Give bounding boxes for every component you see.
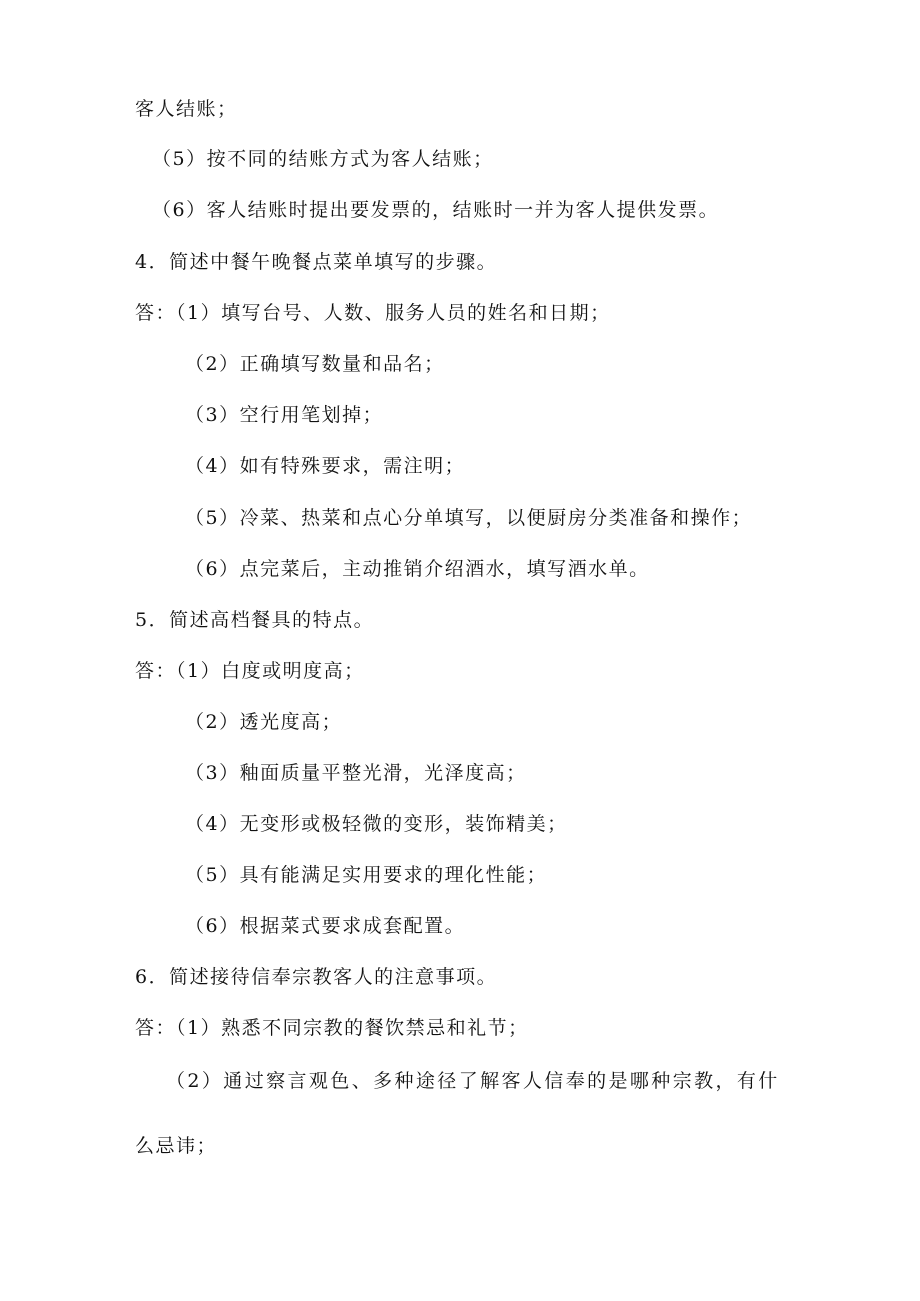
answer-4-item-2: （2）正确填写数量和品名； (185, 353, 445, 375)
answer-4-item-4: （4）如有特殊要求，需注明； (185, 455, 466, 477)
answer-4-item-5: （5）冷菜、热菜和点心分单填写，以便厨房分类准备和操作； (185, 507, 753, 529)
answer-6-item-2-line-1: （2）通过察言观色、多种途径了解客人信奉的是哪种宗教，有什 (166, 1070, 780, 1092)
question-6: 6．简述接待信奉宗教客人的注意事项。 (135, 966, 498, 988)
answer-5-item-1: 答：（1）白度或明度高； (135, 660, 365, 682)
text-line-checkout-step-5: （5）按不同的结账方式为客人结账； (152, 148, 494, 170)
answer-6-item-2-line-2: 么忌讳； (135, 1135, 218, 1157)
answer-4-item-3: （3）空行用笔划掉； (185, 404, 384, 426)
answer-4-item-1: 答：（1）填写台号、人数、服务人员的姓名和日期； (135, 302, 611, 324)
answer-5-item-4: （4）无变形或极轻微的变形，装饰精美； (185, 813, 568, 835)
answer-4-item-6: （6）点完菜后，主动推销介绍酒水，填写酒水单。 (185, 558, 650, 580)
text-line-checkout-continuation: 客人结账； (135, 98, 238, 120)
question-5: 5．简述高档餐具的特点。 (135, 609, 375, 631)
answer-6-item-1: 答：（1）熟悉不同宗教的餐饮禁忌和礼节； (135, 1017, 529, 1039)
answer-5-item-2: （2）透光度高； (185, 711, 343, 733)
question-4: 4．简述中餐午晚餐点菜单填写的步骤。 (135, 251, 498, 273)
answer-5-item-5: （5）具有能满足实用要求的理化性能； (185, 864, 548, 886)
answer-5-item-6: （6）根据菜式要求成套配置。 (185, 915, 466, 937)
answer-5-item-3: （3）釉面质量平整光滑，光泽度高； (185, 762, 527, 784)
text-line-checkout-step-6: （6）客人结账时提出要发票的，结账时一并为客人提供发票。 (152, 199, 720, 221)
